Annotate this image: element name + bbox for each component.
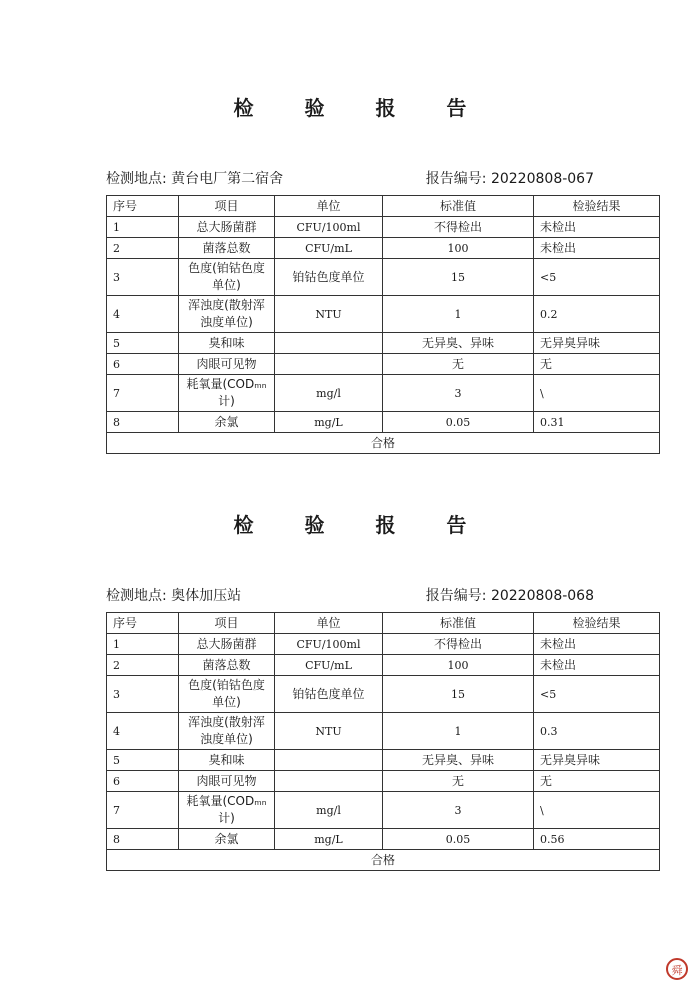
cell-result: <5 <box>534 676 660 713</box>
header-cell: 项目 <box>179 196 275 217</box>
header-cell: 项目 <box>179 613 275 634</box>
cell-item: 臭和味 <box>179 333 275 354</box>
cell-no: 5 <box>107 333 179 354</box>
cell-unit: CFU/100ml <box>275 217 383 238</box>
table-row <box>107 333 660 354</box>
cell-item: 余氯 <box>179 829 275 850</box>
conclusion-row <box>107 433 660 454</box>
header-cell: 检验结果 <box>534 196 660 217</box>
cell-no: 1 <box>107 634 179 655</box>
table-row <box>107 655 660 676</box>
header-cell: 标准值 <box>383 613 534 634</box>
cell-result: 0.31 <box>534 412 660 433</box>
cell-unit: 铂钴色度单位 <box>275 676 383 713</box>
cell-item: 耗氧量(CODₘₙ计) <box>179 792 275 829</box>
cell-unit: mg/L <box>275 412 383 433</box>
cell-no: 6 <box>107 771 179 792</box>
header-cell: 标准值 <box>383 196 534 217</box>
cell-no: 8 <box>107 829 179 850</box>
cell-result: 无异臭异味 <box>534 333 660 354</box>
conclusion-row <box>107 850 660 871</box>
cell-no: 7 <box>107 792 179 829</box>
cell-no: 5 <box>107 750 179 771</box>
test-location: 检测地点: 黄台电厂第二宿舍 <box>106 171 284 187</box>
cell-unit <box>275 354 383 375</box>
cell-item: 菌落总数 <box>179 238 275 259</box>
cell-result: 未检出 <box>534 634 660 655</box>
result-table <box>106 612 660 871</box>
result-table <box>106 195 660 454</box>
cell-no: 3 <box>107 676 179 713</box>
cell-item: 臭和味 <box>179 750 275 771</box>
table-row <box>107 238 660 259</box>
cell-standard: 100 <box>383 655 534 676</box>
report-title: 检 验 报 告 <box>233 513 489 537</box>
cell-no: 4 <box>107 296 179 333</box>
table-header-row <box>107 196 660 217</box>
cell-no: 1 <box>107 217 179 238</box>
cell-result: 无 <box>534 354 660 375</box>
cell-unit <box>275 771 383 792</box>
cell-standard: 1 <box>383 296 534 333</box>
cell-item: 余氯 <box>179 412 275 433</box>
table-row <box>107 750 660 771</box>
table-row <box>107 412 660 433</box>
cell-item: 浑浊度(散射浑浊度单位) <box>179 713 275 750</box>
test-location: 检测地点: 奥体加压站 <box>106 588 242 604</box>
cell-item: 浑浊度(散射浑浊度单位) <box>179 296 275 333</box>
cell-standard: 15 <box>383 676 534 713</box>
report-title: 检 验 报 告 <box>233 96 489 120</box>
cell-unit: NTU <box>275 713 383 750</box>
cell-item: 色度(铂钴色度单位) <box>179 259 275 296</box>
cell-no: 2 <box>107 238 179 259</box>
cell-result: 0.56 <box>534 829 660 850</box>
cell-unit: CFU/100ml <box>275 634 383 655</box>
watermark-logo: 舜 <box>666 958 688 980</box>
cell-unit: mg/L <box>275 829 383 850</box>
cell-result: \ <box>534 792 660 829</box>
table-row <box>107 259 660 296</box>
cell-standard: 不得检出 <box>383 217 534 238</box>
table-row <box>107 771 660 792</box>
cell-standard: 1 <box>383 713 534 750</box>
cell-result: 未检出 <box>534 238 660 259</box>
cell-unit: mg/l <box>275 792 383 829</box>
table-row <box>107 676 660 713</box>
cell-unit: mg/l <box>275 375 383 412</box>
cell-item: 总大肠菌群 <box>179 634 275 655</box>
cell-result: 无 <box>534 771 660 792</box>
cell-unit <box>275 750 383 771</box>
header-cell: 单位 <box>275 613 383 634</box>
cell-item: 耗氧量(CODₘₙ计) <box>179 375 275 412</box>
cell-no: 4 <box>107 713 179 750</box>
table-row <box>107 296 660 333</box>
cell-no: 8 <box>107 412 179 433</box>
conclusion-cell: 合格 <box>107 433 660 454</box>
cell-result: 无异臭异味 <box>534 750 660 771</box>
cell-item: 肉眼可见物 <box>179 771 275 792</box>
table-row <box>107 354 660 375</box>
table-row <box>107 634 660 655</box>
cell-item: 总大肠菌群 <box>179 217 275 238</box>
cell-standard: 3 <box>383 792 534 829</box>
cell-unit: 铂钴色度单位 <box>275 259 383 296</box>
cell-no: 3 <box>107 259 179 296</box>
table-row <box>107 375 660 412</box>
cell-item: 菌落总数 <box>179 655 275 676</box>
table-row <box>107 792 660 829</box>
table-header-row <box>107 613 660 634</box>
report-number: 报告编号: 20220808-067 <box>425 171 594 187</box>
cell-result: 未检出 <box>534 655 660 676</box>
header-cell: 序号 <box>107 613 179 634</box>
table-row <box>107 829 660 850</box>
conclusion-cell: 合格 <box>107 850 660 871</box>
cell-item: 色度(铂钴色度单位) <box>179 676 275 713</box>
cell-no: 6 <box>107 354 179 375</box>
header-cell: 序号 <box>107 196 179 217</box>
cell-standard: 3 <box>383 375 534 412</box>
cell-result: \ <box>534 375 660 412</box>
cell-unit: CFU/mL <box>275 238 383 259</box>
cell-standard: 无 <box>383 354 534 375</box>
cell-standard: 0.05 <box>383 412 534 433</box>
cell-standard: 无异臭、异味 <box>383 750 534 771</box>
cell-item: 肉眼可见物 <box>179 354 275 375</box>
cell-standard: 无 <box>383 771 534 792</box>
header-cell: 检验结果 <box>534 613 660 634</box>
cell-standard: 0.05 <box>383 829 534 850</box>
table-row <box>107 713 660 750</box>
cell-result: 0.3 <box>534 713 660 750</box>
cell-unit <box>275 333 383 354</box>
cell-standard: 不得检出 <box>383 634 534 655</box>
cell-standard: 100 <box>383 238 534 259</box>
cell-result: 0.2 <box>534 296 660 333</box>
cell-unit: CFU/mL <box>275 655 383 676</box>
table-row <box>107 217 660 238</box>
cell-no: 7 <box>107 375 179 412</box>
cell-result: <5 <box>534 259 660 296</box>
cell-unit: NTU <box>275 296 383 333</box>
header-cell: 单位 <box>275 196 383 217</box>
report-number: 报告编号: 20220808-068 <box>425 588 594 604</box>
cell-standard: 15 <box>383 259 534 296</box>
cell-no: 2 <box>107 655 179 676</box>
cell-result: 未检出 <box>534 217 660 238</box>
cell-standard: 无异臭、异味 <box>383 333 534 354</box>
